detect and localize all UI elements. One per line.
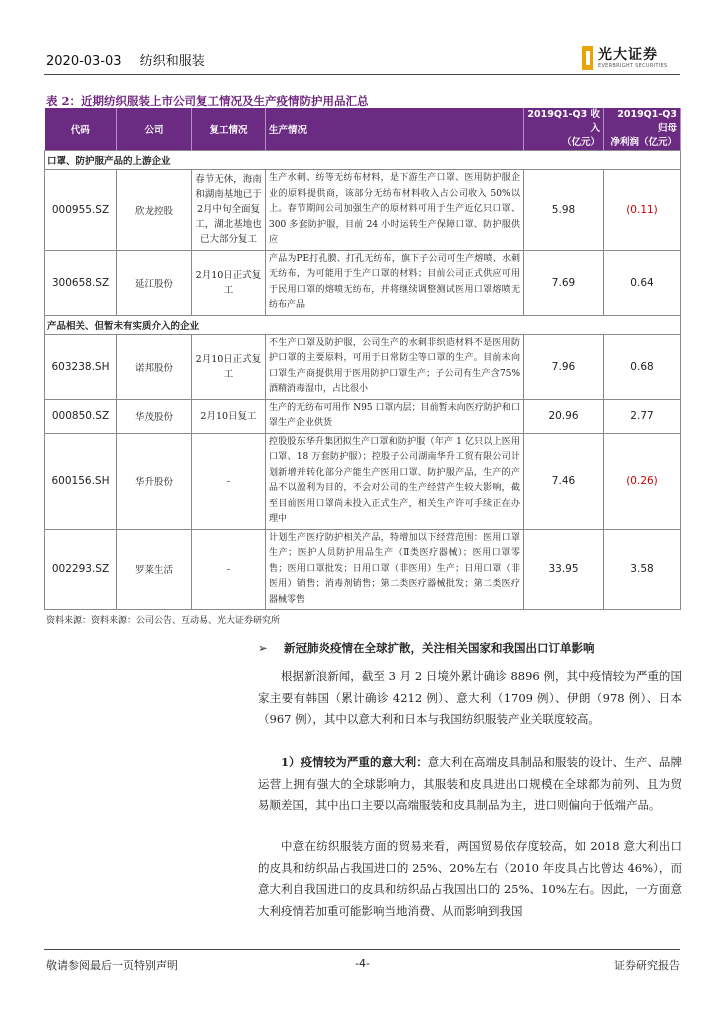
paragraph-2-lead: 1）疫情较为严重的意大利： xyxy=(281,755,428,769)
paragraph-3: 中意在纺织服装方面的贸易来看，两国贸易依存度较高，如 2018 意大利出口的皮具和纺织品占我国进口的 25%、20%左右（2010 年皮具占比曾达 46%），而意大利自我国进口的皮具和纺织品占我国出口的 25%、10%左右。因此，一方面意大利疫情若加重可能影响当地消费、从而影响到我国 xyxy=(258,839,682,918)
arrow-bullet-icon: ➢ xyxy=(258,641,268,655)
paragraph-2 xyxy=(258,752,682,817)
col-code: 代码 xyxy=(45,108,117,151)
header-divider xyxy=(44,74,680,75)
sector-name: 纺织和服装 xyxy=(139,54,205,69)
col-resume: 复工情况 xyxy=(192,108,266,151)
paragraph-1: 根据新浪新闻，截至 3 月 2 日境外累计确诊 8896 例，其中疫情较为严重的国家主要有韩国（累计确诊 4212 例）、意大利（1709 例）、伊朗（978 例）、日本（967 例），其中以意大利和日本与我国纺织服装产业关联度较高。 xyxy=(258,669,682,726)
page-number: -4- xyxy=(355,957,370,970)
section-row: 产品相关、但暂未有实质介入的企业 xyxy=(45,315,681,334)
table-row: 000850.SZ 华茂股份 2月10日复工 生产的无纺布可用作 N95 口罩内层；目前暂未向医疗防护和口罩生产企业供货 20.96 2.77 xyxy=(45,399,681,433)
footer-report-type: 证券研究报告 xyxy=(614,959,680,972)
section-row: 口罩、防护服产品的上游企业 xyxy=(45,151,681,170)
footer-divider xyxy=(44,949,680,950)
logo-subtitle: EVERBRIGHT SECURITIES xyxy=(598,63,668,69)
col-revenue: 2019Q1-Q3 收入 （亿元） xyxy=(524,108,604,151)
table-row: 300658.SZ 延江股份 2月10日正式复工 产品为PE打孔膜、打孔无纺布，旗下子公司可生产熔喷、水刺无纺布，为可能用于生产口罩的材料；目前公司正式供应可用于民用口罩的熔喷无纺布，并将继续调整测试医用口罩熔喷无纺布产品 7.69 0.64 xyxy=(45,250,681,315)
page-header xyxy=(46,50,205,69)
footer-disclaimer: 敬请参阅最后一页特别声明 xyxy=(46,959,178,972)
paragraph-2-body: 意大利在高端皮具制品和服装的设计、生产、品牌运营上拥有强大的全球影响力，其服装和皮具进出口规模在全球都为前列、且为贸易顺差国，其中出口主要以高端服装和皮具制品为主，进口则偏向于低端产品。 xyxy=(258,755,682,812)
col-production: 生产情况 xyxy=(266,108,524,151)
report-date: 2020-03-03 xyxy=(46,54,122,69)
table-row: 002293.SZ 罗莱生活 - 计划生产医疗防护相关产品，特增加以下经营范围：医用口罩生产；医护人员防护用品生产（Ⅱ类医疗器械）；医用口罩零售；医用口罩批发；日用口罩（非医用）生产；日用口罩（非医用）销售；消毒剂销售；第二类医疗器械批发；第二类医疗器械零售 33.95 3.58 xyxy=(45,529,681,610)
table-row: 000955.SZ 欣龙控股 春节无休，海南和湖南基地已于2月中旬全面复工，湖北基地也已大部分复工 生产水刺、纺等无纺布材料，是下游生产口罩、医用防护服企业的原料提供商，该部分无纺布材料收入占公司收入 50%以上。春节期间公司加强生产的原材料可用于生产近亿只口罩、300 多套防护服，目前 24 小时运转生产保障口罩、防护服供应 5.98 (0.11) xyxy=(45,170,681,251)
table-title: 表 2：近期纺织服装上市公司复工情况及生产疫情防护用品汇总 xyxy=(46,94,369,108)
table-row: 600156.SH 华升股份 - 控股股东华升集团拟生产口罩和防护服（年产 1 亿只以上医用口罩、18 万套防护服）；控股子公司湖南华升工贸有限公司计划新增并转化部分产能生产医用口罩、防护服产品，生产的产品不以盈利为目的，不会对公司的生产经营产生较大影响，截至目前医用口罩尚未投入正式生产，相关生产许可手续正在办理中 7.46 (0.26) xyxy=(45,433,681,529)
col-profit: 2019Q1-Q3 归母 净利润（亿元） xyxy=(604,108,681,151)
brand-logo xyxy=(582,44,674,74)
section-bullet xyxy=(258,640,595,656)
col-company: 公司 xyxy=(117,108,192,151)
table-header-row xyxy=(45,108,681,151)
table-source: 资料来源：资料来源：公司公告、互动易、光大证券研究所 xyxy=(46,616,281,626)
table-row: 603238.SH 诺邦股份 2月10日正式复工 不生产口罩及防护服，公司生产的水刺非织造材料不是医用防护口罩的主要原料，可用于日常防尘等口罩的生产。目前未向口罩生产商提供用于医用防护口罩生产；子公司有生产含75%酒精消毒湿巾，占比很小 7.96 0.68 xyxy=(45,334,681,399)
logo-mark-icon xyxy=(582,46,593,70)
logo-name: 光大证券 xyxy=(598,47,658,63)
company-table xyxy=(44,108,681,610)
bullet-text: 新冠肺炎疫情在全球扩散，关注相关国家和我国出口订单影响 xyxy=(284,641,595,655)
